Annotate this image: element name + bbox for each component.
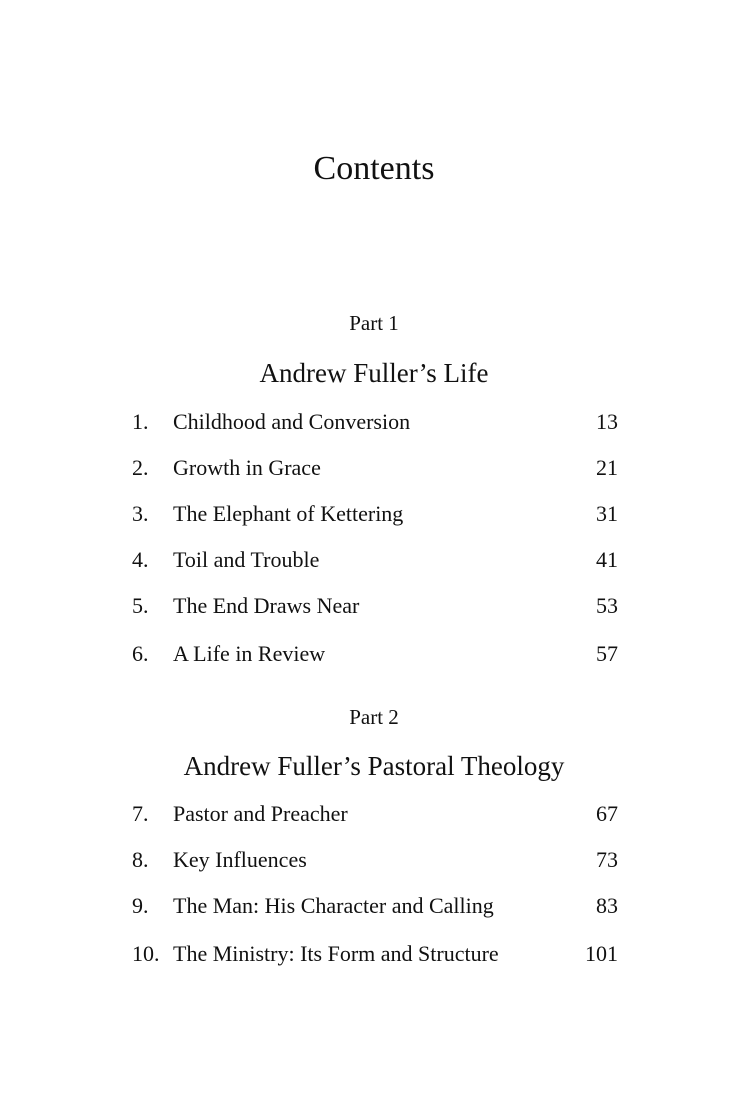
entry-page-number: 101	[585, 941, 618, 966]
toc-entry[interactable]	[132, 799, 618, 829]
entry-page-number: 41	[596, 547, 618, 572]
entry-page-number: 67	[596, 801, 618, 826]
entry-number: 9.	[132, 893, 149, 918]
toc-entry[interactable]	[132, 939, 618, 969]
part-1-title: Andrew Fuller’s Life	[259, 358, 489, 388]
entry-number: 6.	[132, 641, 149, 666]
entry-page-number: 53	[596, 593, 618, 618]
entry-title: Toil and Trouble	[173, 547, 320, 572]
entry-title: The Elephant of Kettering	[173, 501, 404, 526]
entry-number: 5.	[132, 593, 149, 618]
entry-title: The Ministry: Its Form and Structure	[173, 941, 499, 966]
entry-number: 3.	[132, 501, 149, 526]
entry-title: Childhood and Conversion	[173, 409, 411, 434]
part-1-label: Part 1	[349, 311, 399, 335]
entry-number: 4.	[132, 547, 149, 572]
entry-title: The End Draws Near	[173, 593, 360, 618]
toc-entry[interactable]	[132, 545, 618, 575]
part-2-title: Andrew Fuller’s Pastoral Theology	[183, 751, 565, 781]
entry-page-number: 21	[596, 455, 618, 480]
toc-entry[interactable]	[132, 407, 618, 437]
entry-title: Key Influences	[173, 847, 307, 872]
entry-number: 8.	[132, 847, 149, 872]
entry-number: 2.	[132, 455, 149, 480]
entry-page-number: 83	[596, 893, 618, 918]
part-2-label: Part 2	[349, 705, 399, 729]
toc-entry[interactable]	[132, 845, 618, 875]
entry-title: Growth in Grace	[173, 455, 321, 480]
page-title: Contents	[313, 150, 435, 187]
entry-number: 7.	[132, 801, 149, 826]
entry-title: A Life in Review	[173, 641, 326, 666]
entry-title: The Man: His Character and Calling	[173, 893, 494, 918]
entry-number: 1.	[132, 409, 149, 434]
toc-entry[interactable]	[132, 591, 618, 621]
entry-title: Pastor and Preacher	[173, 801, 348, 826]
toc-entry[interactable]	[132, 499, 618, 529]
entry-number: 10.	[132, 941, 160, 966]
entry-page-number: 57	[596, 641, 618, 666]
entry-page-number: 31	[596, 501, 618, 526]
toc-entry[interactable]	[132, 453, 618, 483]
toc-entry[interactable]	[132, 891, 618, 921]
entry-page-number: 73	[596, 847, 618, 872]
entry-page-number: 13	[596, 409, 618, 434]
toc-entry[interactable]	[132, 639, 618, 669]
